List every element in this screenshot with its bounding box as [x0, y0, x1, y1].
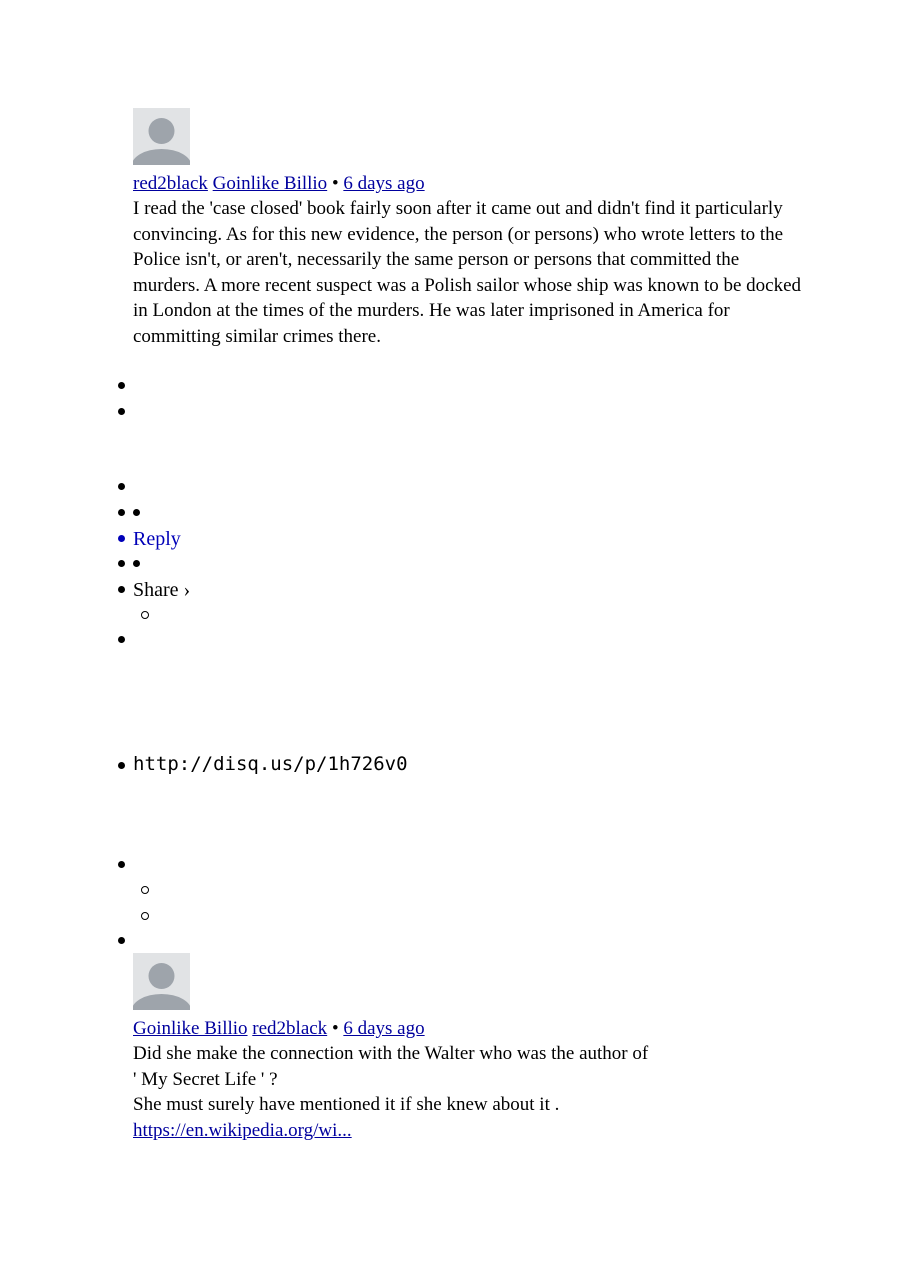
author-link[interactable]: red2black: [133, 173, 208, 194]
user-avatar-icon: [133, 953, 190, 1010]
comment-line: She must surely have mentioned it if she knew about it .: [133, 1094, 560, 1115]
share-menu-button[interactable]: Share ›: [133, 579, 191, 601]
list-bullet: [118, 861, 125, 868]
timestamp-link[interactable]: 6 days ago: [343, 173, 425, 194]
list-bullet: [118, 560, 125, 567]
list-bullet: [133, 509, 140, 516]
sublist-bullet: [141, 912, 149, 920]
reply-to-link[interactable]: Goinlike Billio: [212, 173, 328, 194]
list-bullet: [118, 483, 125, 490]
sublist-bullet: [141, 611, 149, 619]
comment-meta: [133, 1016, 425, 1041]
comment-body: [133, 196, 803, 349]
avatar[interactable]: [133, 108, 190, 165]
list-bullet: [118, 762, 125, 769]
comment-line: ' My Secret Life ' ?: [133, 1068, 278, 1090]
user-avatar-icon: [133, 108, 190, 165]
meta-separator: •: [331, 1018, 339, 1039]
avatar[interactable]: [133, 953, 190, 1010]
comment-line: Did she make the connection with the Walter who was the author of: [133, 1043, 649, 1064]
list-bullet: [133, 560, 140, 567]
reply-to-link[interactable]: red2black: [252, 1018, 328, 1039]
author-link[interactable]: Goinlike Billio: [133, 1018, 248, 1039]
list-bullet: [118, 509, 125, 516]
list-bullet: [118, 636, 125, 643]
sublist-bullet: [141, 886, 149, 894]
list-bullet: [118, 408, 125, 415]
comment-text: I read the 'case closed' book fairly soon after it came out and didn't find it particularly convincing. As for this new evidence, the person (or persons) who wrote letters to the Police isn't, or aren't, necessarily the same person or persons that committed the murders. A more recent suspect was a Polish sailor whose ship was known to be docked in London at the times of the murders. He was later imprisoned in America for committing similar crimes there.: [133, 198, 802, 347]
list-bullet: [118, 586, 125, 593]
reply-button[interactable]: Reply: [133, 528, 181, 550]
wikipedia-link[interactable]: https://en.wikipedia.org/wi...: [133, 1119, 352, 1141]
meta-separator: •: [331, 173, 339, 194]
list-bullet: [118, 535, 125, 542]
share-url[interactable]: http://disq.us/p/1h726v0: [133, 753, 408, 775]
comment-meta: [133, 171, 425, 196]
timestamp-link[interactable]: 6 days ago: [343, 1018, 425, 1039]
comment-body: [133, 1041, 833, 1143]
list-bullet: [118, 382, 125, 389]
list-bullet: [118, 937, 125, 944]
